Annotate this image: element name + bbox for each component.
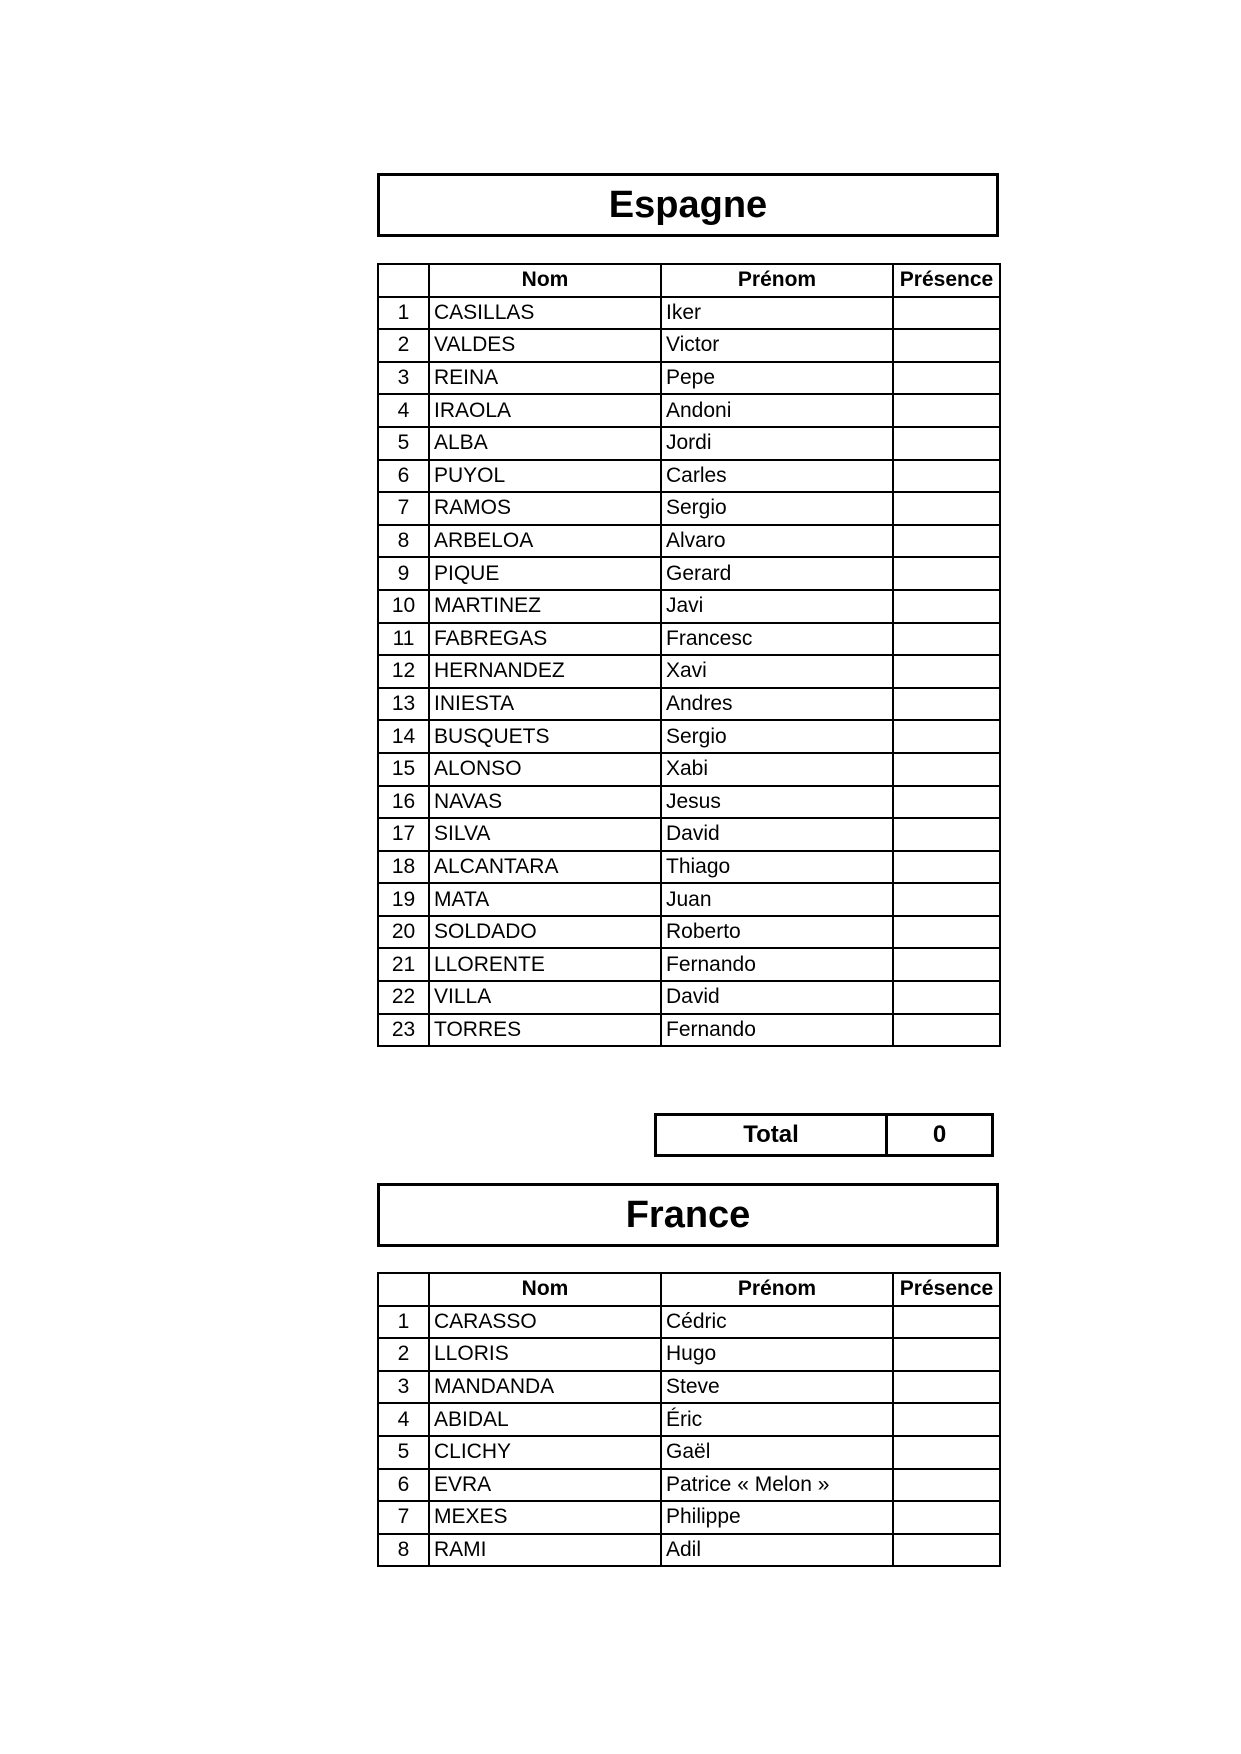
player-prenom: Xabi	[661, 753, 893, 786]
player-nom: MARTINEZ	[429, 590, 661, 623]
player-prenom: Javi	[661, 590, 893, 623]
header-presence: Présence	[893, 264, 1000, 297]
player-prenom: Andres	[661, 688, 893, 721]
player-nom: NAVAS	[429, 786, 661, 819]
player-number: 5	[378, 427, 429, 460]
player-row	[378, 460, 1000, 493]
player-number: 4	[378, 1403, 429, 1436]
player-prenom: Steve	[661, 1371, 893, 1404]
player-presence-cell[interactable]	[893, 590, 1000, 623]
player-presence-cell[interactable]	[893, 786, 1000, 819]
player-nom: FABREGAS	[429, 623, 661, 656]
player-row	[378, 883, 1000, 916]
player-number: 9	[378, 557, 429, 590]
player-number: 2	[378, 329, 429, 362]
player-nom: VALDES	[429, 329, 661, 362]
player-presence-cell[interactable]	[893, 1338, 1000, 1371]
player-presence-cell[interactable]	[893, 883, 1000, 916]
player-nom: INIESTA	[429, 688, 661, 721]
player-presence-cell[interactable]	[893, 623, 1000, 656]
player-prenom: Adil	[661, 1534, 893, 1567]
espagne-total	[654, 1113, 994, 1157]
player-presence-cell[interactable]	[893, 557, 1000, 590]
espagne-title-box	[377, 173, 999, 237]
player-row	[378, 394, 1000, 427]
player-number: 10	[378, 590, 429, 623]
player-prenom: Juan	[661, 883, 893, 916]
player-nom: LLORIS	[429, 1338, 661, 1371]
player-prenom: Carles	[661, 460, 893, 493]
player-nom: ALCANTARA	[429, 851, 661, 884]
france-title-box	[377, 1183, 999, 1247]
player-presence-cell[interactable]	[893, 427, 1000, 460]
player-nom: ARBELOA	[429, 525, 661, 558]
player-row	[378, 1371, 1000, 1404]
player-row	[378, 948, 1000, 981]
header-number	[378, 264, 429, 297]
player-number: 2	[378, 1338, 429, 1371]
player-prenom: David	[661, 981, 893, 1014]
player-prenom: Sergio	[661, 492, 893, 525]
player-prenom: Iker	[661, 297, 893, 330]
player-number: 11	[378, 623, 429, 656]
player-row	[378, 688, 1000, 721]
player-presence-cell[interactable]	[893, 1371, 1000, 1404]
player-nom: ALBA	[429, 427, 661, 460]
header-prenom: Prénom	[661, 1273, 893, 1306]
player-presence-cell[interactable]	[893, 981, 1000, 1014]
player-prenom: Thiago	[661, 851, 893, 884]
player-row	[378, 1501, 1000, 1534]
player-row	[378, 1338, 1000, 1371]
player-row	[378, 590, 1000, 623]
player-presence-cell[interactable]	[893, 1501, 1000, 1534]
player-presence-cell[interactable]	[893, 1403, 1000, 1436]
player-nom: PUYOL	[429, 460, 661, 493]
player-presence-cell[interactable]	[893, 753, 1000, 786]
header-presence: Présence	[893, 1273, 1000, 1306]
player-nom: MATA	[429, 883, 661, 916]
player-prenom: Jesus	[661, 786, 893, 819]
france-title: France	[625, 1193, 751, 1236]
player-row	[378, 623, 1000, 656]
player-prenom: Sergio	[661, 720, 893, 753]
player-row	[378, 492, 1000, 525]
player-presence-cell[interactable]	[893, 948, 1000, 981]
player-number: 22	[378, 981, 429, 1014]
player-presence-cell[interactable]	[893, 1306, 1000, 1339]
player-number: 8	[378, 525, 429, 558]
player-number: 3	[378, 362, 429, 395]
player-row	[378, 1436, 1000, 1469]
player-prenom: Xavi	[661, 655, 893, 688]
player-presence-cell[interactable]	[893, 818, 1000, 851]
player-number: 21	[378, 948, 429, 981]
player-nom: ALONSO	[429, 753, 661, 786]
player-prenom: Jordi	[661, 427, 893, 460]
player-row	[378, 786, 1000, 819]
player-presence-cell[interactable]	[893, 329, 1000, 362]
player-row	[378, 1014, 1000, 1047]
player-presence-cell[interactable]	[893, 1014, 1000, 1047]
player-nom: LLORENTE	[429, 948, 661, 981]
player-row	[378, 297, 1000, 330]
espagne-header-row	[378, 264, 1000, 297]
player-row	[378, 557, 1000, 590]
player-row	[378, 329, 1000, 362]
player-row	[378, 916, 1000, 949]
player-nom: RAMOS	[429, 492, 661, 525]
player-nom: MANDANDA	[429, 1371, 661, 1404]
player-prenom: Roberto	[661, 916, 893, 949]
player-number: 18	[378, 851, 429, 884]
player-row	[378, 362, 1000, 395]
player-number: 7	[378, 1501, 429, 1534]
player-presence-cell[interactable]	[893, 460, 1000, 493]
player-number: 19	[378, 883, 429, 916]
header-nom: Nom	[429, 1273, 661, 1306]
player-prenom: David	[661, 818, 893, 851]
player-presence-cell[interactable]	[893, 720, 1000, 753]
player-number: 6	[378, 460, 429, 493]
player-nom: SOLDADO	[429, 916, 661, 949]
player-nom: IRAOLA	[429, 394, 661, 427]
player-presence-cell[interactable]	[893, 525, 1000, 558]
header-prenom: Prénom	[661, 264, 893, 297]
player-prenom: Pepe	[661, 362, 893, 395]
player-number: 1	[378, 297, 429, 330]
player-nom: BUSQUETS	[429, 720, 661, 753]
player-number: 6	[378, 1469, 429, 1502]
player-prenom: Victor	[661, 329, 893, 362]
player-row	[378, 720, 1000, 753]
player-row	[378, 655, 1000, 688]
total-label: Total	[657, 1116, 888, 1154]
player-number: 8	[378, 1534, 429, 1567]
player-nom: MEXES	[429, 1501, 661, 1534]
player-presence-cell[interactable]	[893, 688, 1000, 721]
player-prenom: Philippe	[661, 1501, 893, 1534]
player-row	[378, 427, 1000, 460]
player-prenom: Fernando	[661, 1014, 893, 1047]
player-row	[378, 753, 1000, 786]
player-presence-cell[interactable]	[893, 1436, 1000, 1469]
player-nom: REINA	[429, 362, 661, 395]
player-prenom: Hugo	[661, 1338, 893, 1371]
player-prenom: Gerard	[661, 557, 893, 590]
header-number	[378, 1273, 429, 1306]
player-row	[378, 1469, 1000, 1502]
player-presence-cell[interactable]	[893, 394, 1000, 427]
player-nom: EVRA	[429, 1469, 661, 1502]
player-number: 14	[378, 720, 429, 753]
player-prenom: Patrice « Melon »	[661, 1469, 893, 1502]
espagne-title: Espagne	[608, 183, 768, 226]
player-row	[378, 981, 1000, 1014]
player-number: 12	[378, 655, 429, 688]
player-number: 16	[378, 786, 429, 819]
player-row	[378, 1306, 1000, 1339]
player-number: 23	[378, 1014, 429, 1047]
player-nom: CARASSO	[429, 1306, 661, 1339]
player-number: 17	[378, 818, 429, 851]
player-row	[378, 1403, 1000, 1436]
player-presence-cell[interactable]	[893, 916, 1000, 949]
player-nom: ABIDAL	[429, 1403, 661, 1436]
france-header-row	[378, 1273, 1000, 1306]
player-nom: SILVA	[429, 818, 661, 851]
player-prenom: Alvaro	[661, 525, 893, 558]
player-number: 15	[378, 753, 429, 786]
player-nom: VILLA	[429, 981, 661, 1014]
player-prenom: Andoni	[661, 394, 893, 427]
player-number: 3	[378, 1371, 429, 1404]
header-nom: Nom	[429, 264, 661, 297]
player-nom: CASILLAS	[429, 297, 661, 330]
player-nom: PIQUE	[429, 557, 661, 590]
player-prenom: Éric	[661, 1403, 893, 1436]
player-number: 1	[378, 1306, 429, 1339]
total-value: 0	[932, 1121, 947, 1148]
player-prenom: Cédric	[661, 1306, 893, 1339]
player-presence-cell[interactable]	[893, 851, 1000, 884]
player-prenom: Gaël	[661, 1436, 893, 1469]
france-table	[377, 1272, 1001, 1567]
player-number: 4	[378, 394, 429, 427]
player-presence-cell[interactable]	[893, 297, 1000, 330]
player-row	[378, 851, 1000, 884]
player-number: 13	[378, 688, 429, 721]
player-nom: RAMI	[429, 1534, 661, 1567]
player-number: 20	[378, 916, 429, 949]
player-presence-cell[interactable]	[893, 1534, 1000, 1567]
player-row	[378, 818, 1000, 851]
player-prenom: Francesc	[661, 623, 893, 656]
player-row	[378, 1534, 1000, 1567]
player-presence-cell[interactable]	[893, 492, 1000, 525]
player-number: 5	[378, 1436, 429, 1469]
player-row	[378, 525, 1000, 558]
player-presence-cell[interactable]	[893, 362, 1000, 395]
player-nom: HERNANDEZ	[429, 655, 661, 688]
espagne-table	[377, 263, 1001, 1047]
player-nom: CLICHY	[429, 1436, 661, 1469]
player-number: 7	[378, 492, 429, 525]
player-nom: TORRES	[429, 1014, 661, 1047]
player-presence-cell[interactable]	[893, 655, 1000, 688]
player-prenom: Fernando	[661, 948, 893, 981]
player-presence-cell[interactable]	[893, 1469, 1000, 1502]
